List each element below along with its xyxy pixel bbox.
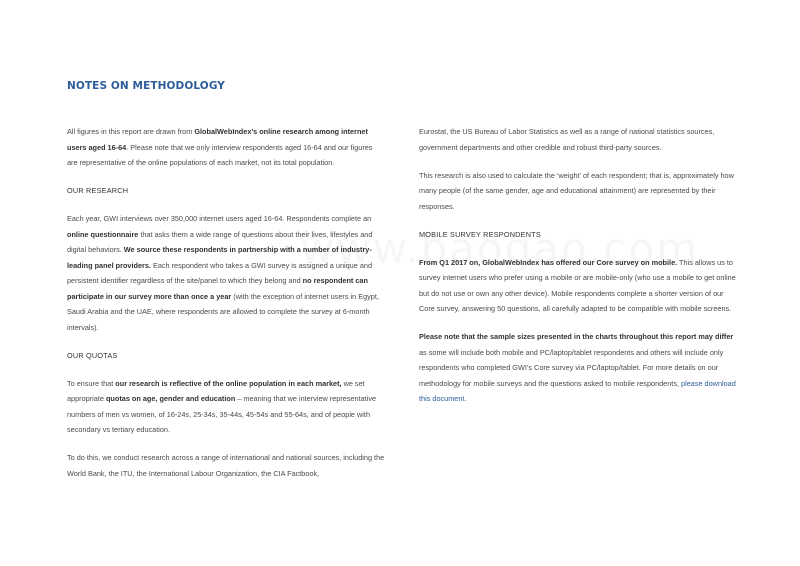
our-quotas-heading: OUR QUOTAS [67, 350, 118, 360]
our-quotas-paragraph: To ensure that our research is reflective of the online population in each market, we set appropriate quotas on age, gender and education – meaning that we interview representative numbers of men vs women, of 16-24s, 25-34s, 35-44s, 45-54s and 55-64s, and of people with secondary vs tertiary education. [67, 378, 377, 434]
page-title: NOTES ON METHODOLOGY [67, 80, 226, 92]
mobile-survey-heading: MOBILE SURVEY RESPONDENTS [419, 229, 541, 239]
mobile-survey-paragraph: From Q1 2017 on, GlobalWebIndex has offered our Core survey on mobile. This allows us to survey internet users who prefer using a mobile or are mobile-only (who use a mobile to get online but do not use or own any other device). Mobile respondents complete a shorter version of our Core survey, answering 50 questions, all carefully adapted to be compatible with mobile screens. [419, 257, 736, 313]
our-research-paragraph: Each year, GWI interviews over 350,000 internet users aged 16-64. Respondents complete an online questionnaire that asks them a wide range of questions about their lives, lifestyles and digital behaviors. We source these respondents in partnership with a number of industry-leading panel providers. Each respondent who takes a GWI survey is assigned a unique and persistent identifier regardless of the site/panel to which they belong and no respondent can participate in our survey more than once a year (with the exception of internet users in Egypt, Saudi Arabia and the UAE, where respondents are allowed to complete the survey at 6-month intervals). [67, 214, 379, 332]
right-column [419, 124, 737, 419]
sources-paragraph: To do this, we conduct research across a range of international and national sources, including the World Bank, the ITU, the International Labour Organization, the CIA Factbook, [67, 453, 385, 478]
weighting-paragraph: This research is also used to calculate the ‘weight’ of each respondent; that is, approximately how many people (of the same gender, age and educational attainment) are represented by their responses. [419, 170, 734, 211]
our-research-heading: OUR RESEARCH [67, 186, 129, 195]
intro-paragraph: All figures in this report are drawn from GlobalWebIndex’s online research among internet users aged 16-64. Please note that we only interview respondents aged 16-64 and our figures are representative of the online populations of each market, not its total population. [67, 127, 373, 167]
download-document-link[interactable]: please download this document [419, 378, 736, 403]
sources-continued-paragraph: Eurostat, the US Bureau of Labor Statistics as well as a range of national statistics sources, government departments and other credible and robust third-party sources. [419, 127, 715, 152]
left-column [67, 124, 385, 494]
sample-size-paragraph: Please note that the sample sizes presented in the charts throughout this report may differ as some will include both mobile and PC/laptop/tablet respondents and others will include only respondents who completed GWI’s Core survey via PC/laptop/tablet. For more details on our methodology for mobile surveys and the questions asked to mobile respondents, please download this document. [419, 332, 736, 403]
